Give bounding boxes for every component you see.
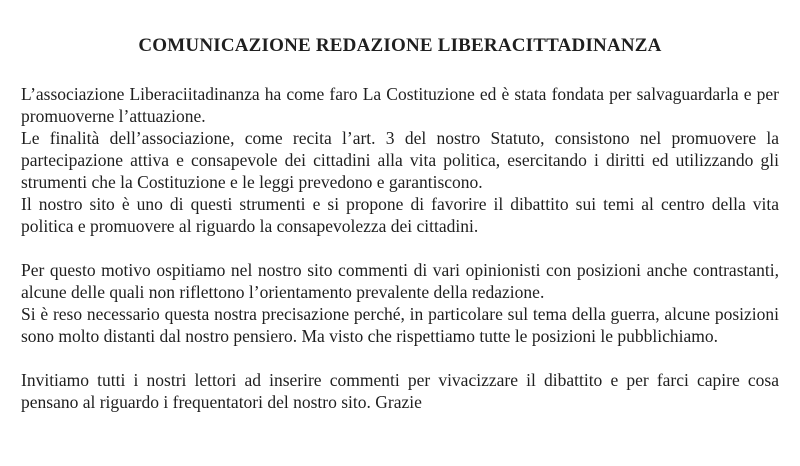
paragraph-invitation: Invitiamo tutti i nostri lettori ad inserire commenti per vivacizzare il dibattito e per farci capire cosa pensano al riguardo i frequentatori del nostro sito. Grazie bbox=[21, 370, 779, 412]
paragraph-site-purpose: Il nostro sito è uno di questi strumenti e si propone di favorire il dibattito sui temi al centro della vita politica e promuovere al riguardo la consapevolezza dei cittadini. bbox=[21, 194, 779, 236]
document-body bbox=[21, 83, 779, 413]
paragraph-statute-goals: Le finalità dell’associazione, come recita l’art. 3 del nostro Statuto, consistono nel promuovere la partecipazione attiva e consapevole dei cittadini alla vita politica, esercitando i diritti ed utilizzando gli strumenti che la Costituzione e le leggi prevedono e garantiscono. bbox=[21, 128, 779, 192]
paragraph-association-mission: L’associazione Liberaciitadinanza ha come faro La Costituzione ed è stata fondata per salvaguardarla e per promuoverne l’attuazione. bbox=[21, 84, 779, 126]
paragraph-opinionists: Per questo motivo ospitiamo nel nostro sito commenti di vari opinionisti con posizioni anche contrastanti, alcune delle quali non riflettono l’orientamento prevalente della redazione. bbox=[21, 260, 779, 302]
paragraph-clarification: Si è reso necessario questa nostra precisazione perché, in particolare sul tema della guerra, alcune posizioni sono molto distanti dal nostro pensiero. Ma visto che rispettiamo tutte le posizioni le pubblichiamo. bbox=[21, 304, 779, 346]
document-title: COMUNICAZIONE REDAZIONE LIBERACITTADINANZA bbox=[138, 35, 662, 56]
